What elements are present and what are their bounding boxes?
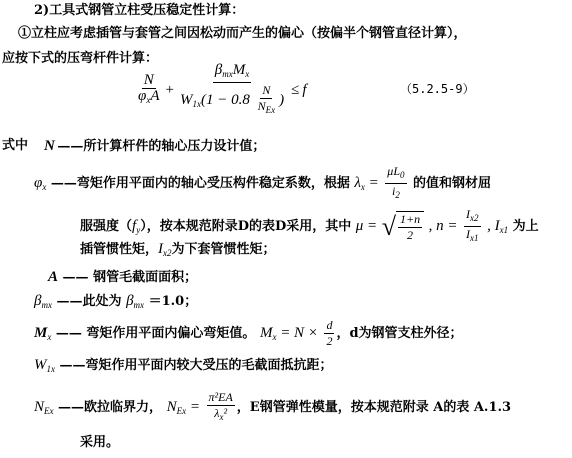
def-NEx-text-2: ，E钢管弹性模量，按本规范附录 A的表 A.1.3 (236, 400, 512, 415)
def-A-row: A —— 钢管毛截面面积； (48, 269, 198, 285)
def-NEx-text-1: ——欧拉临界力， (58, 400, 163, 415)
def-N-text: ——所计算杆件的轴心压力设计值； (57, 139, 266, 154)
def-NEx-row: $N_{Ex}$ ——欧拉临界力， $N_{Ex}$ = $\frac{\text{π²EA}}{\lambda_x^2}$ ，E钢管弹性模量，按本规范附录 A的表 A.1.3 (34, 390, 512, 422)
intro-line-1: ①立柱应考虑插管与套管之间因松动而产生的偏心（按偏半个钢管直径计算）， (18, 26, 467, 41)
def-W-text: ——弯矩作用平面内较大受压的毛截面抵抗距； (59, 358, 333, 373)
def-beta-text: ——此处为 (56, 294, 122, 309)
main-formula: $\frac{N}{\varphi_xA}$ + $\beta_{mx}M_x$ $W_{1x}(1 - 0.8$ $\frac{N}{N_{Ex}}$ ) ≤ f (138, 61, 307, 115)
def-phi-text-3a: 服强度（ (80, 219, 133, 234)
section-heading: 2)工具式钢管立柱受压稳定性计算： (34, 3, 245, 18)
def-beta-row: $\beta_{mx}$ ——此处为 $\beta_{mx} =1.0$； (34, 293, 198, 310)
def-phi-row-2: 服强度$(f_y)$，按本规范附录D的表D采用，其中 μ = √ $\frac{1+n}{2}$ , n = $\frac{I_{x2}}{I_{x1}}$ , $I_{x1}$ 为上 (80, 207, 539, 243)
def-A-text: —— 钢管毛截面面积； (62, 270, 198, 285)
def-phi-row-3: 插管惯性矩，$I_{x2}$为下套管惯性矩； (80, 241, 276, 258)
def-phi-row: $\varphi_x$ ——弯矩作用平面内的轴心受压构件稳定系数，根据 $\lambda_x$ = $\frac{\mu L_0}{i_2}$ 的值和钢材屈 (34, 164, 492, 200)
def-phi-text-2: 的值和钢材屈 (413, 176, 492, 191)
def-phi-text-4b: 为下套管惯性矩； (171, 242, 276, 257)
defs-lead: 式中 (2, 138, 29, 153)
def-M-text-1: —— 弯矩作用平面内偏心弯矩值。 (55, 326, 256, 341)
def-phi-text-4: 插管惯性矩， (80, 242, 159, 257)
intro-line-2: 应按下式的压弯杆件计算： (2, 51, 159, 66)
def-W-row: $W_{1x}$ ——弯矩作用平面内较大受压的毛截面抵抗距； (34, 357, 333, 374)
formula-number: （5.2.5-9） (400, 82, 475, 96)
def-M-row: $M_x$ —— 弯矩作用平面内偏心弯矩值。 $M_x = N$ × $\frac{d}{2}$ ，d为钢管支柱外径； (34, 318, 463, 348)
def-M-text-2: ，d为钢管支柱外径； (336, 326, 463, 341)
def-NEx-row-2: 采用。 (80, 435, 120, 450)
def-phi-text-3b: ），按本规范附录D的表D采用，其中 (140, 219, 352, 234)
def-N-row: N ——所计算杆件的轴心压力设计值； (44, 138, 266, 154)
def-beta-value: ＝1.0； (148, 294, 198, 309)
def-phi-text-1: ——弯矩作用平面内的轴心受压构件稳定系数，根据 (50, 176, 350, 191)
def-phi-text-3c: 为上 (512, 219, 539, 234)
